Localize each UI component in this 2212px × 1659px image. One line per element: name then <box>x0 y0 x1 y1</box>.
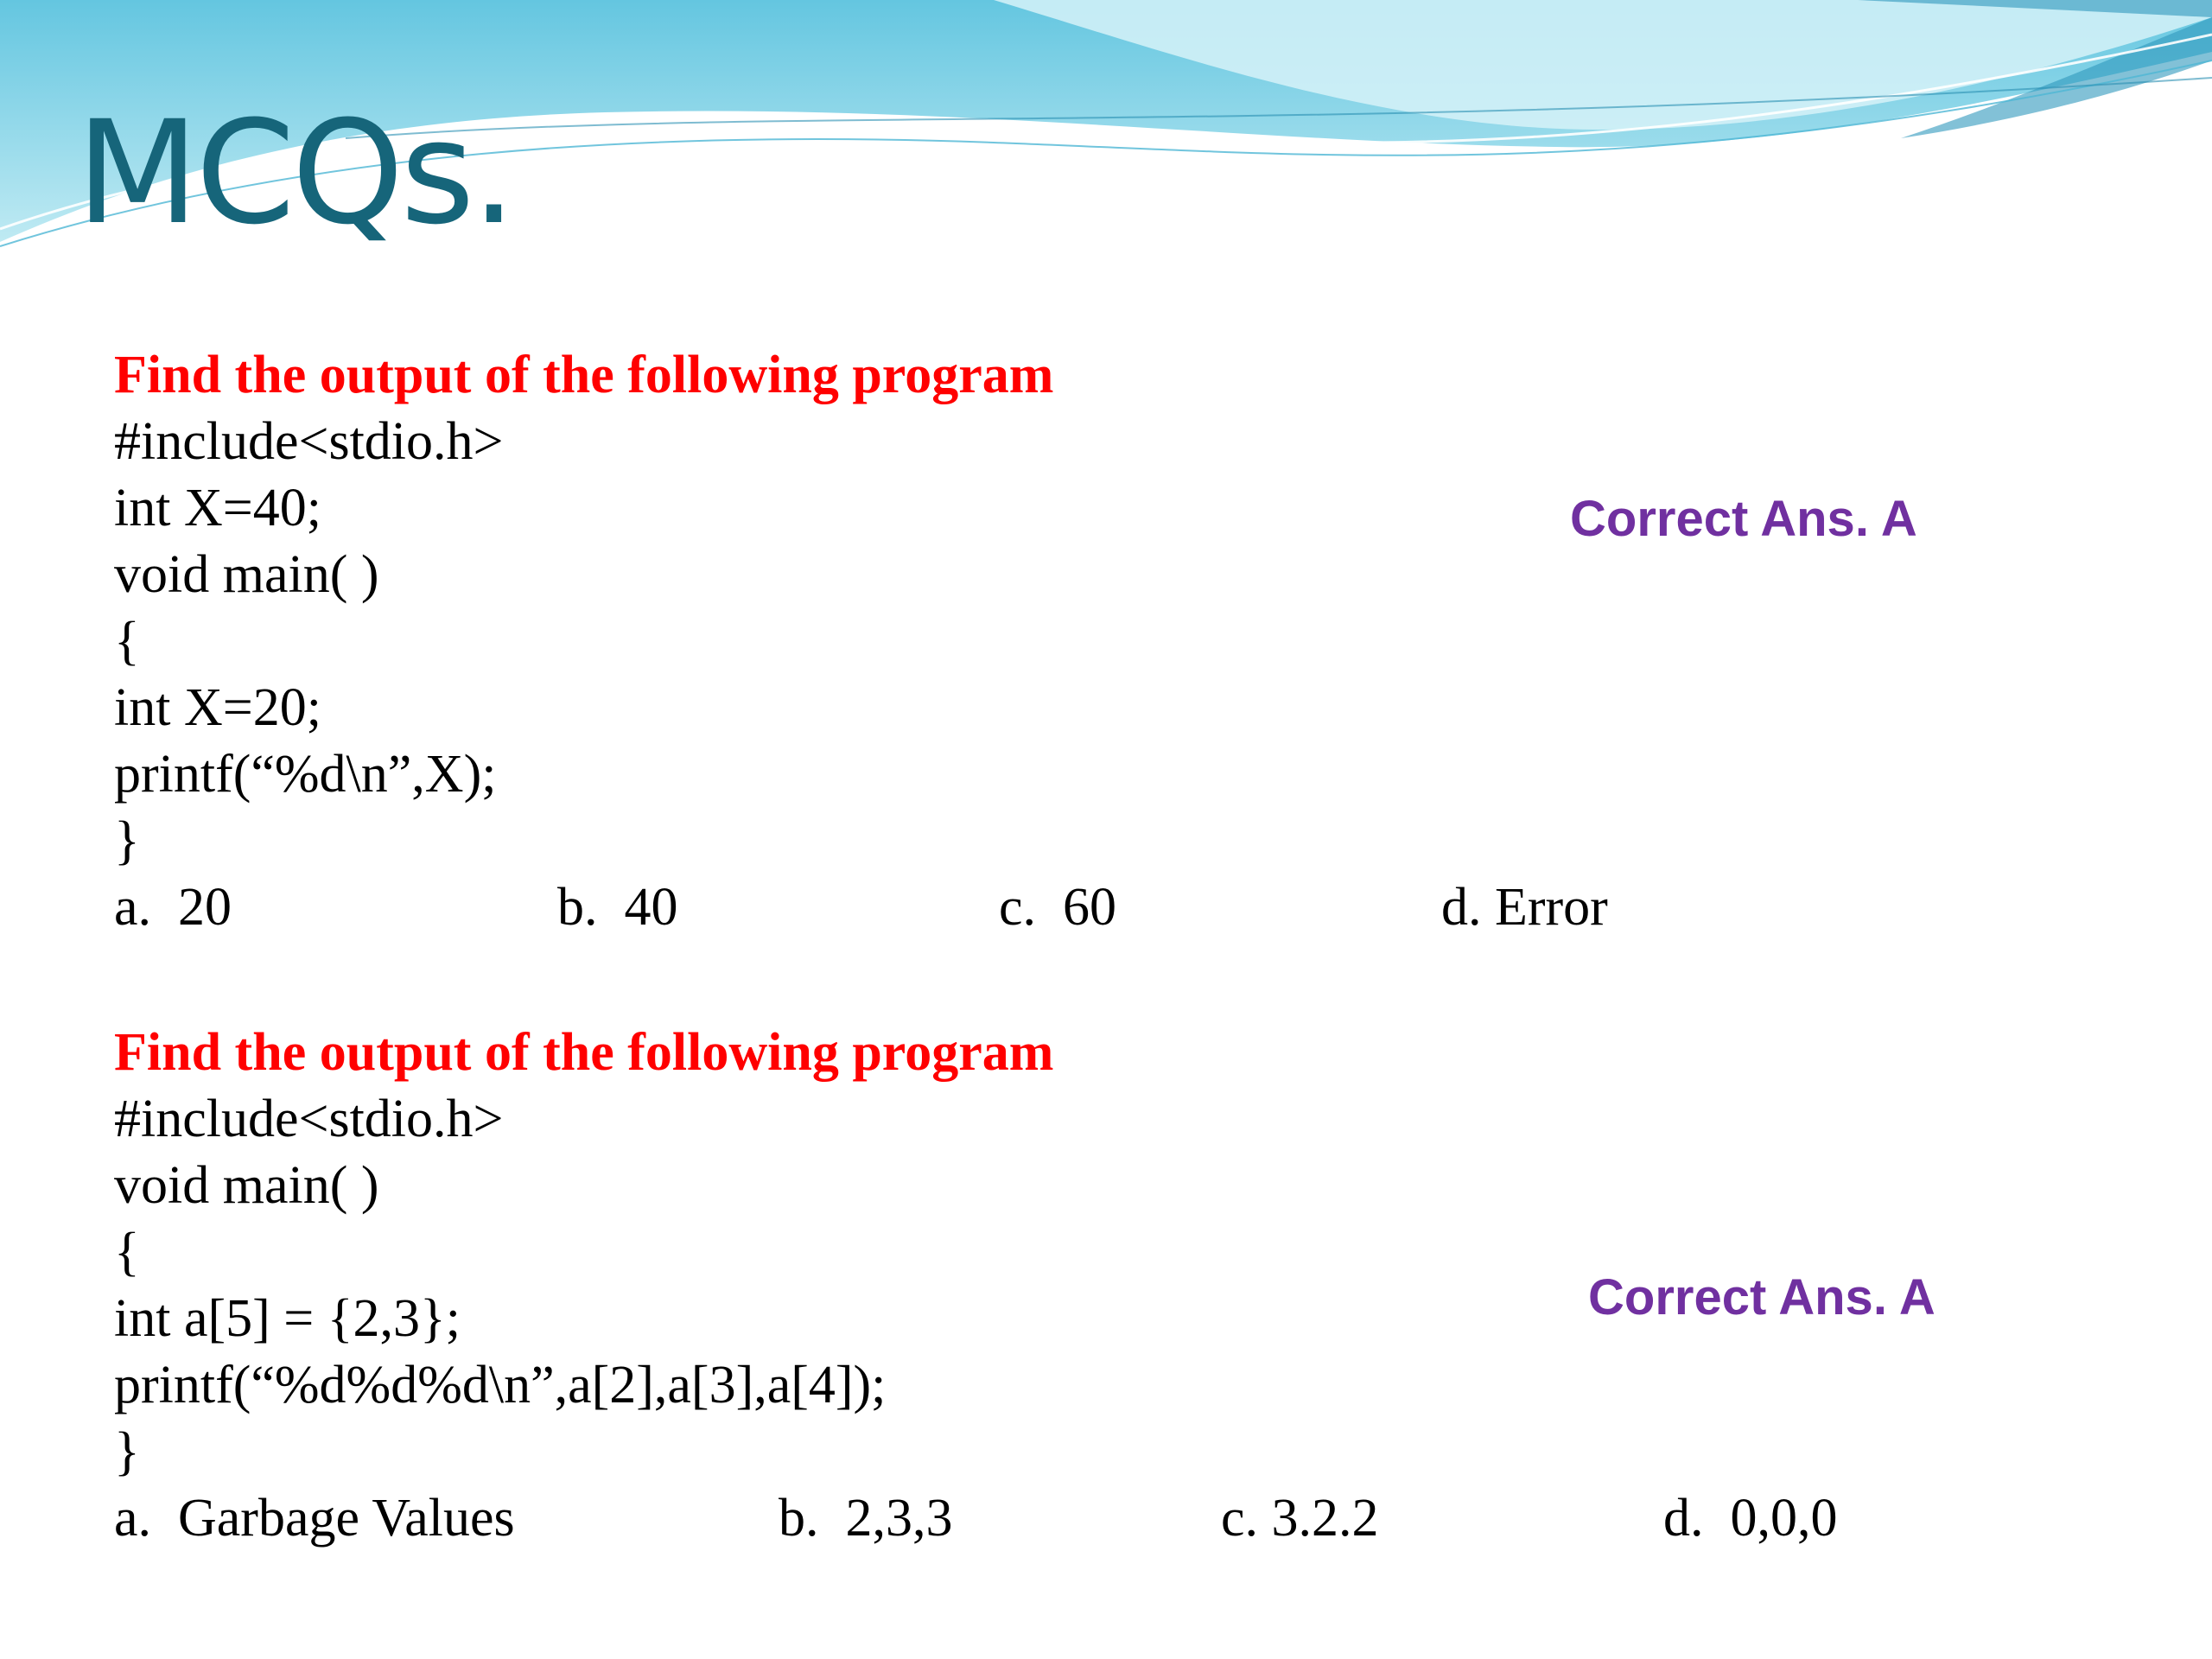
code-line: void main( ) <box>114 545 379 604</box>
code-line: { <box>114 612 140 671</box>
code-line: } <box>114 1422 140 1481</box>
code-line: printf(“%d%d%d\n”,a[2],a[3],a[4]); <box>114 1356 887 1414</box>
code-line: int a[5] = {2,3}; <box>114 1289 461 1348</box>
code-line: #include<stdio.h> <box>114 412 504 471</box>
question-prompt: Find the output of the following program <box>114 346 1054 404</box>
code-line: { <box>114 1223 140 1281</box>
slide-title: MCQs. <box>76 90 513 256</box>
correct-answer-1: Correct Ans. A <box>1570 491 1917 547</box>
code-line: void main( ) <box>114 1156 379 1215</box>
code-line: int X=40; <box>114 479 321 537</box>
question-1 <box>114 342 2101 941</box>
option-a: a. 20 <box>114 878 232 937</box>
option-c: c. 3.2.2 <box>1221 1489 1379 1548</box>
answer-options <box>114 874 2101 941</box>
code-line: printf(“%d\n”,X); <box>114 745 497 804</box>
code-line: } <box>114 811 140 870</box>
code-line: #include<stdio.h> <box>114 1090 504 1148</box>
option-c: c. 60 <box>999 878 1117 937</box>
option-a: a. Garbage Values <box>114 1489 515 1548</box>
option-d: d. Error <box>1441 878 1608 937</box>
code-line: int X=20; <box>114 678 321 737</box>
answer-options <box>114 1485 2101 1552</box>
question-prompt: Find the output of the following program <box>114 1023 1054 1082</box>
correct-answer-2: Correct Ans. A <box>1588 1269 1936 1325</box>
option-b: b. 2,3,3 <box>779 1489 953 1548</box>
option-b: b. 40 <box>557 878 678 937</box>
option-d: d. 0,0,0 <box>1663 1489 1838 1548</box>
